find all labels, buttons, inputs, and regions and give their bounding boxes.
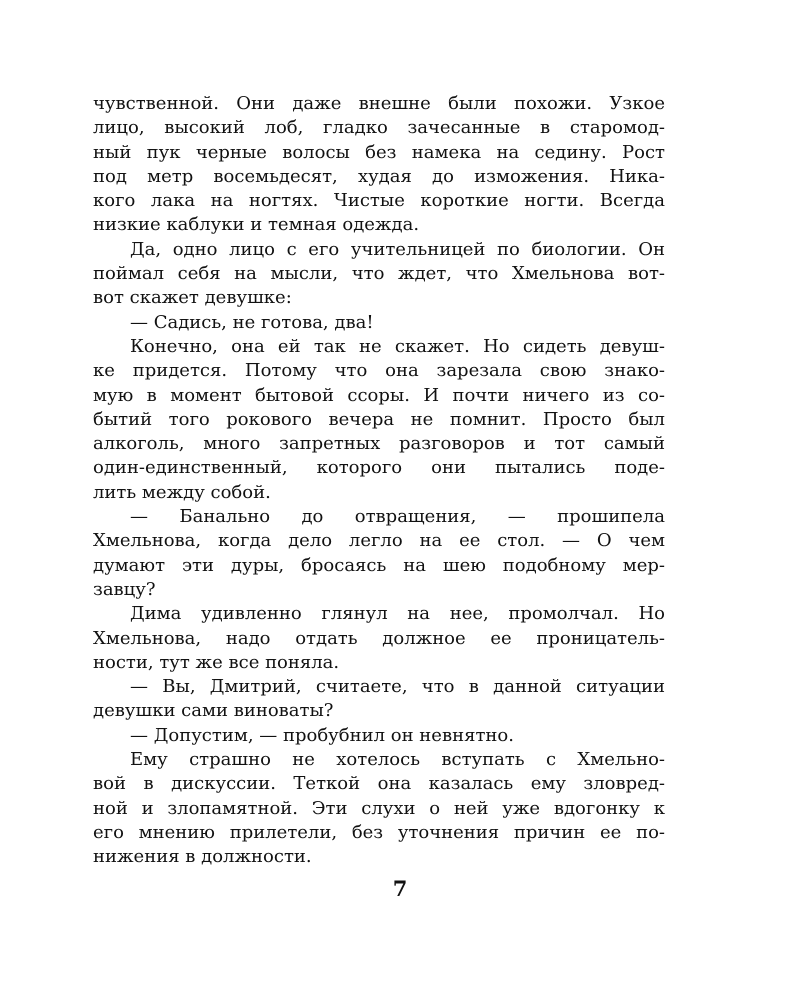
- page-number: 7: [392, 876, 408, 901]
- text-line: алкоголь, много запретных разговоров и тот самый: [93, 433, 665, 455]
- text-line: Хмельнова, когда дело легло на ее стол. — О чем: [93, 530, 665, 552]
- text-line: — Вы, Дмитрий, считаете, что в данной ситуации: [130, 676, 665, 698]
- text-line: его мнению прилетели, без уточнения причин ее по-: [93, 821, 665, 843]
- text-line: ной и злопамятной. Эти слухи о ней уже вдогонку к: [93, 797, 665, 819]
- text-line: поймал себя на мысли, что ждет, что Хмельнова вот-: [93, 263, 665, 285]
- text-line: Ему страшно не хотелось вступать с Хмельно-: [130, 749, 665, 771]
- text-line: Хмельнова, надо отдать должное ее проницатель-: [93, 627, 665, 649]
- text-line: — Допустим, — пробубнил он невнятно.: [130, 724, 514, 746]
- text-line: Дима удивленно глянул на нее, промолчал. Но: [130, 603, 665, 625]
- text-line: Да, одно лицо с его учительницей по биологии. Он: [130, 238, 665, 260]
- text-line: чувственной. Они даже внешне были похожи. Узкое: [93, 93, 665, 114]
- text-line: девушки сами виноваты?: [93, 700, 334, 722]
- text-line: мую в момент бытовой ссоры. И почти ничего из со-: [93, 384, 665, 406]
- text-line: кого лака на ногтях. Чистые короткие ногти. Всегда: [93, 190, 665, 212]
- text-line: один-единственный, которого они пытались поде-: [93, 457, 665, 479]
- text-line: ности, тут же все поняла.: [93, 651, 340, 673]
- text-line: — Садись, не готова, два!: [130, 311, 374, 333]
- text-line: вой в дискуссии. Теткой она казалась ему зловред-: [93, 773, 665, 795]
- text-line: лицо, высокий лоб, гладко зачесанные в старомод-: [93, 117, 665, 139]
- text-line: думают эти дуры, бросаясь на шею подобному мер-: [93, 554, 665, 576]
- body-text: [93, 92, 665, 870]
- text-line: нижения в должности.: [93, 846, 312, 868]
- text-line: под метр восемьдесят, худая до изможения. Ника-: [93, 165, 665, 187]
- text-line: ный пук черные волосы без намека на седину. Рост: [93, 141, 665, 163]
- text-line: вот скажет девушке:: [93, 287, 292, 309]
- text-line: Конечно, она ей так не скажет. Но сидеть девуш-: [130, 335, 665, 357]
- text-line: завцу?: [93, 578, 156, 600]
- text-line: низкие каблуки и темная одежда.: [93, 214, 420, 236]
- text-line: бытий того рокового вечера не помнит. Просто был: [93, 408, 665, 430]
- text-line: ке придется. Потому что она зарезала свою знако-: [93, 360, 665, 382]
- text-line: лить между собой.: [93, 481, 271, 503]
- text-line: — Банально до отвращения, — прошипела: [130, 506, 665, 528]
